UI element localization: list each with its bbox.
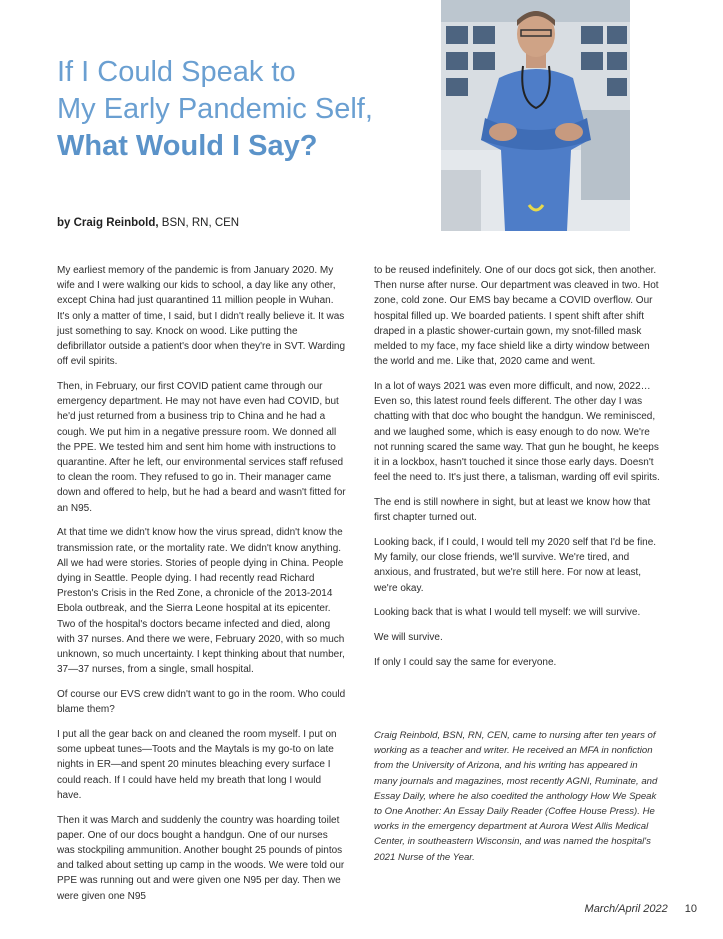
paragraph: to be reused indefinitely. One of our docs got sick, then another. Then nurse after nurse. Our department was cleaved in two. Hot zone, cold zone. Our EMS bay became a COVID overflow. Our hospital filled up. We boarded patients. I spent shift after shift draped in a plastic shower-curtain gown, my snot-filled mask melded to my face, my face shield like a dirty window between the world and me. Like that, 2020 came and went. — [374, 265, 659, 368]
issue-date: March/April 2022 — [584, 903, 668, 915]
paragraph: At that time we didn't know how the virus spread, didn't know the transmission rate, or the mortality rate. We didn't know anything. All we had were stories. Stories of people dying in China. People dying in Seattle. People dying. I had recently read Richard Preston's Crisis in the Red Zone, a chronicle of the 2013-2014 Ebola outbreak, and the Sierra Leone hospital at its epicenter. Two of the hospital's doctors became infected and died, along with 37 nurses. And there we were, February 2020, with so much unknown, so much uncertainty. I kept thinking about that number, 37—37 nurses, from a single, small hospital. — [57, 527, 345, 676]
page-footer — [585, 903, 697, 915]
author-photo — [441, 0, 630, 231]
article-column-2 — [374, 263, 664, 680]
title-line-3: What Would I Say? — [57, 130, 318, 162]
author-bio: Craig Reinbold, BSN, RN, CEN, came to nursing after ten years of working as a teacher and writer. He received an MFA in nonfiction from the University of Arizona, and his writing has appeared in many journals and magazines, most recently AGNI, Ruminate, and Essay Daily, where he also coedited the anthology How We Speak to One Another: An Essay Daily Reader (Coffee House Press). He works in the emergency department at Aurora West Allis Medical Center, in southeastern Wisconsin, and was named the hospital's 2021 Nurse of the Year. — [374, 730, 658, 863]
byline-credentials: BSN, RN, CEN — [161, 217, 240, 229]
paragraph: I put all the gear back on and cleaned the room myself. I put on some upbeat tunes—Toots and the Maytals is my go-to on late nights in ER—and spent 20 minutes bleaching every surface I could reach. If I could have held my breath that long I would have. — [57, 729, 337, 801]
paragraph: Then, in February, our first COVID patient came through our emergency department. He may not have even had COVID, but he'd just returned from a business trip to China and he had a cough. We put him in a negative pressure room. We donned all the PPE. We tested him and sent him home with instructions to quarantine. After he left, our environmental services staff refused to clean the room. They refused to go in. Their manager came down and offered to help, but he had a beard and wasn't fitted for an N95. — [57, 381, 346, 514]
article-title — [57, 54, 437, 165]
title-line-1: If I Could Speak to — [57, 56, 296, 88]
page-number: 10 — [684, 903, 697, 915]
paragraph: We will survive. — [374, 632, 443, 644]
title-line-2: My Early Pandemic Self, — [57, 93, 373, 125]
paragraph: The end is still nowhere in sight, but at least we know how that first chapter turned out. — [374, 497, 651, 524]
paragraph: Then it was March and suddenly the country was hoarding toilet paper. One of our docs bought a handgun. One of our nurses was stockpiling ammunition. Another bought 25 pounds of pintos and talked about setting up camp in the woods. We were told our PPE was running out and were given one N95 per day. Then we were given one N95 — [57, 814, 345, 902]
paragraph: Looking back, if I could, I would tell my 2020 self that I'd be fine. My family, our close friends, we'll survive. We're tired, and anxious, and frustrated, but we're still here. For now at least, we're okay. — [374, 537, 657, 594]
article-column-1 — [57, 263, 347, 913]
paragraph: My earliest memory of the pandemic is from January 2020. My wife and I were walking our kids to school, a day like any other, except China had just quarantined 11 million people in Wuhan. It's only a matter of time, I said, but I didn't really believe it. It was just something to say. Knock on wood. Like putting the defibrillator outside a patient's door when they're in SVT. Warding off evil spirits. — [57, 265, 346, 368]
paragraph: If only I could say the same for everyone. — [374, 657, 557, 669]
byline-author: by Craig Reinbold, — [57, 217, 159, 229]
paragraph: Looking back that is what I would tell myself: we will survive. — [374, 607, 641, 619]
byline — [57, 217, 239, 229]
paragraph: In a lot of ways 2021 was even more difficult, and now, 2022… Even so, this latest round feels different. The other day I was chatting with that doc who bought the handgun. We reminisced, and we laughed some, which is easy enough to do now. We're not running scared the same way. That gun he bought, he keeps it in a lockbox, hasn't touched it since those early days. Doesn't feel the need to. It's just there, a talisman, warding off evil spirits. — [374, 381, 660, 484]
paragraph: Of course our EVS crew didn't want to go in the room. Who could blame them? — [57, 689, 346, 716]
